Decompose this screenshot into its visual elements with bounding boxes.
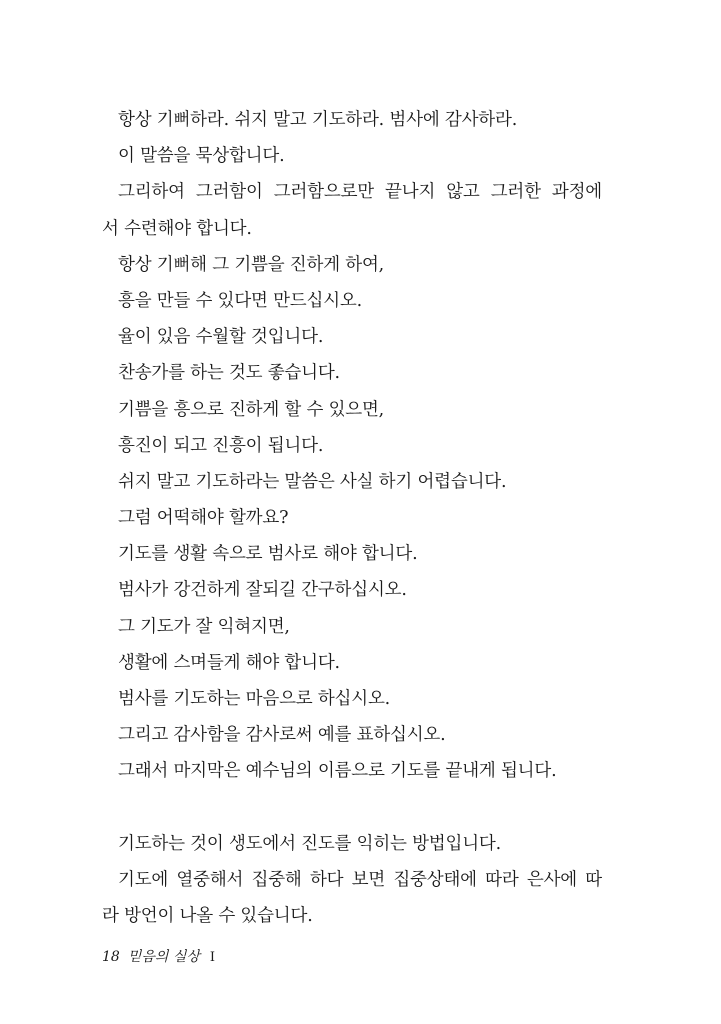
text-line: 범사가 강건하게 잘되길 간구하십시오.	[118, 580, 407, 601]
text-line: 찬송가를 하는 것도 좋습니다.	[118, 363, 340, 384]
text-line: 이 말씀을 묵상합니다.	[118, 146, 285, 167]
text-line: 서 수련해야 합니다.	[102, 218, 252, 239]
book-title: 믿음의 실상	[127, 949, 200, 965]
text-line: 그리고 감사함을 감사로써 예를 표하십시오.	[118, 725, 446, 746]
text-line: 생활에 스며들게 해야 합니다.	[118, 652, 340, 673]
text-line: 그리하여 그러함이 그러함으로만 끝나지 않고 그러한 과정에	[118, 182, 602, 203]
text-line: 라 방언이 나올 수 있습니다.	[102, 906, 313, 927]
volume-number: I	[209, 950, 216, 965]
paragraph-break	[102, 790, 602, 826]
text-line: 흥진이 되고 진흥이 됩니다.	[118, 435, 324, 456]
text-line: 기쁨을 흥으로 진하게 할 수 있으면,	[118, 399, 385, 420]
text-line: 율이 있음 수월할 것입니다.	[118, 327, 324, 348]
text-line: 그럼 어떡해야 할까요?	[118, 508, 289, 529]
text-line: 그 기도가 잘 익혀지면,	[118, 616, 290, 637]
page-number: 18	[102, 949, 120, 965]
text-line: 기도에 열중해서 집중해 하다 보면 집중상태에 따라 은사에 따	[118, 869, 602, 890]
body-text	[102, 102, 602, 934]
text-line: 흥을 만들 수 있다면 만드십시오.	[118, 290, 362, 311]
text-line: 쉬지 말고 기도하라는 말씀은 사실 하기 어렵습니다.	[118, 471, 507, 492]
text-line: 항상 기뻐하라. 쉬지 말고 기도하라. 범사에 감사하라.	[118, 110, 518, 130]
page-footer	[102, 946, 215, 966]
text-line: 범사를 기도하는 마음으로 하십시오.	[118, 689, 391, 709]
text-line: 그래서 마지막은 예수님의 이름으로 기도를 끝내게 됩니다.	[118, 761, 557, 782]
text-line: 기도를 생활 속으로 범사로 해야 합니다.	[118, 544, 418, 565]
text-line: 항상 기뻐해 그 기쁨을 진하게 하여,	[118, 254, 385, 275]
text-line: 기도하는 것이 생도에서 진도를 익히는 방법입니다.	[118, 833, 501, 854]
